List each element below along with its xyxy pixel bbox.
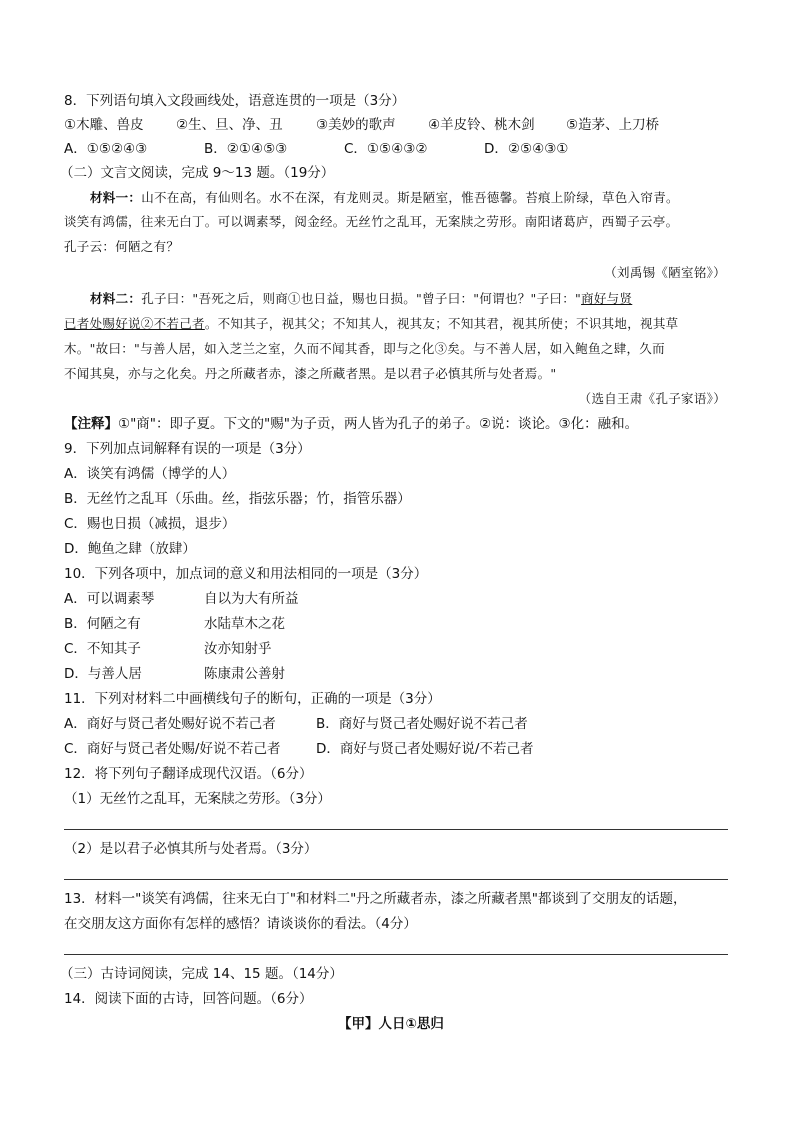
material-1-line-3: 孔子云：何陋之有？ [64,239,180,254]
q10-row-d-right: 陈康肃公善射 [204,666,285,682]
material-2-source: （选自王肃《孔子家语》） [578,391,726,406]
q8-item-2: ②生、旦、净、丑 [176,117,283,133]
q10-stem: 10．下列各项中，加点词的意义和用法相同的一项是（3分） [64,566,428,582]
underlined-sentence-part-2: 已者处赐好说②不若己者 [64,316,205,331]
material-1-line-2: 谈笑有鸿儒，往来无白丁。可以调素琴，阅金经。无丝竹之乱耳，无案牍之劳形。南阳诸葛庐，西蜀子云亭。 [64,214,679,229]
annotation: 【注释】①"商"：即子夏。下文的"赐"为子贡，两人皆为孔子的弟子。②说：谈论。③化：融和。 [64,416,639,432]
q13-line-2: 在交朋友这方面你有怎样的感悟？请谈谈你的看法。（4分） [64,916,417,932]
section2-heading: （二）文言文阅读，完成 9～13 题。（19分） [60,165,335,181]
q12-stem: 12．将下列句子翻译成现代汉语。（6分） [64,766,313,782]
answer-line-3[interactable] [64,954,728,955]
material-1-line-1: 材料一：山不在高，有仙则名。水不在深，有龙则灵。斯是陋室，惟吾德馨。苔痕上阶绿，草色入帘青。 [90,190,679,205]
q11-option-d: D．商好与贤己者处赐好说/不若己者 [316,741,534,757]
q8-item-4: ④羊皮铃、桃木剑 [428,117,535,133]
q8-item-3: ③美妙的歌声 [316,117,396,133]
q10-row-c-left: C．不知其子 [64,641,141,657]
material-2-line-2: 已者处赐好说②不若己者。不知其子，视其父；不知其人，视其友；不知其君，视其所使；不识其地，视其草 [64,316,679,331]
underlined-sentence-part-1: 商好与贤 [581,291,633,306]
q8-option-c: C．①⑤④③② [344,141,428,157]
q12-sentence-1: （1）无丝竹之乱耳，无案牍之劳形。（3分） [64,791,331,807]
poem-title: 【甲】人日①思归 [338,1016,444,1032]
q10-row-d-left: D．与善人居 [64,666,142,682]
q10-row-c-right: 汝亦知射乎 [204,641,272,657]
q8-option-b: B．②①④⑤③ [204,141,288,157]
q9-option-a: A．谈笑有鸿儒（博学的人） [64,466,236,482]
section3-heading: （三）古诗词阅读，完成 14、15 题。（14分） [60,966,343,982]
answer-line-1[interactable] [64,829,728,830]
material-2-label: 材料二： [90,291,142,306]
q14-stem: 14．阅读下面的古诗，回答问题。（6分） [64,991,313,1007]
annotation-label: 【注释】 [64,416,118,432]
q8-stem: 8．下列语句填入文段画线处，语意连贯的一项是（3分） [64,93,406,109]
q10-row-b-right: 水陆草木之花 [204,616,285,632]
material-2-line-4: 不闻其臭，亦与之化矣。丹之所藏者赤，漆之所藏者黑。是以君子必慎其所与处者焉。" [64,366,557,381]
q12-sentence-2: （2）是以君子必慎其所与处者焉。（3分） [64,841,318,857]
q10-row-b-left: B．何陋之有 [64,616,141,632]
q13-line-1: 13．材料一"谈笑有鸿儒，往来无白丁"和材料二"丹之所藏者赤，漆之所藏者黑"都谈到了交朋友的话题， [64,891,687,907]
q8-item-1: ①木雕、兽皮 [64,117,144,133]
q8-option-d: D．②⑤④③① [484,141,569,157]
material-2-line-3: 木。"故曰："与善人居，如入芝兰之室，久而不闻其香，即与之化③矣。与不善人居，如入鲍鱼之肆，久而 [64,341,665,356]
q11-option-c: C．商好与贤己者处赐/好说不若己者 [64,741,281,757]
q9-stem: 9．下列加点词解释有误的一项是（3分） [64,441,311,457]
q8-item-5: ⑤造茅、上刀桥 [566,117,660,133]
q9-option-d: D．鲍鱼之肆（放肆） [64,541,196,557]
q10-row-a-left: A．可以调素琴 [64,591,155,607]
q11-option-a: A．商好与贤己者处赐好说不若己者 [64,716,276,732]
answer-line-2[interactable] [64,879,728,880]
material-2-line-1: 材料二：孔子曰："吾死之后，则商①也日益，赐也日损。"曾子曰："何谓也？"子曰："商好与贤 [90,291,633,306]
material-1-label: 材料一： [90,190,142,205]
q11-stem: 11．下列对材料二中画横线句子的断句，正确的一项是（3分） [64,691,441,707]
material-1-source: （刘禹锡《陋室铭》） [604,265,726,280]
q11-option-b: B．商好与贤己者处赐好说不若己者 [316,716,528,732]
q8-option-a: A．①⑤②④③ [64,141,148,157]
q9-option-b: B．无丝竹之乱耳（乐曲。丝，指弦乐器；竹，指管乐器） [64,491,411,507]
q10-row-a-right: 自以为大有所益 [204,591,299,607]
q9-option-c: C．赐也日损（减损，退步） [64,516,236,532]
